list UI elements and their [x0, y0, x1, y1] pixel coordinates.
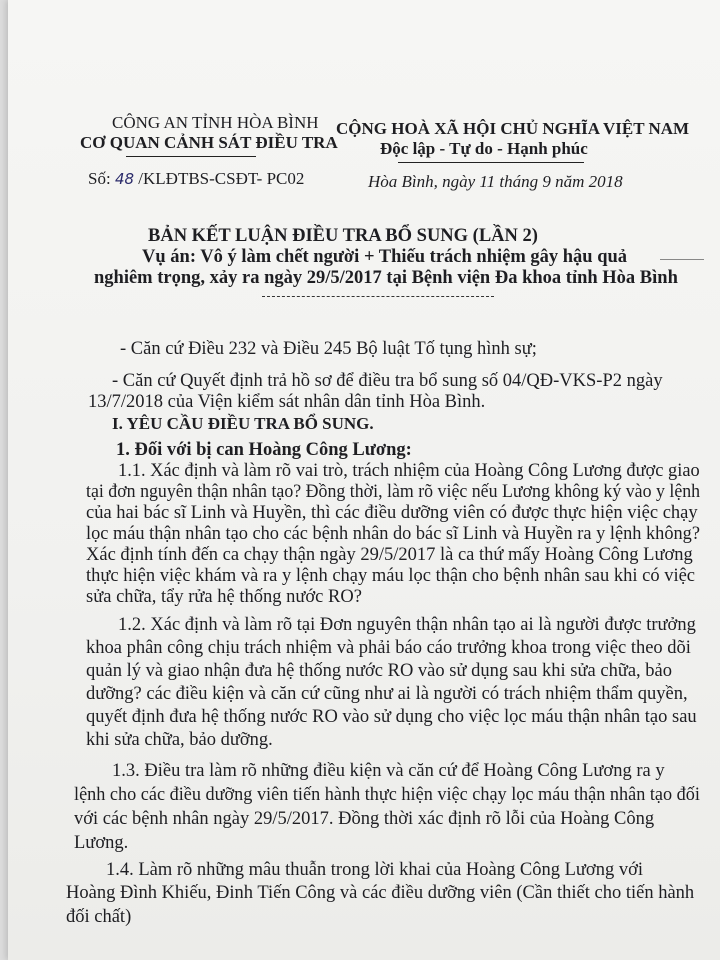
doc-number-prefix: Số: — [88, 169, 111, 188]
subsection-heading: 1. Đối với bị can Hoàng Công Lương: — [116, 440, 412, 460]
p1-2-line: khoa phân công chịu trách nhiệm và phải báo cáo trưởng khoa trong việc theo dõi — [86, 638, 691, 658]
nation-name: CỘNG HOÀ XÃ HỘI CHỦ NGHĨA VIỆT NAM — [336, 119, 690, 138]
p1-1-line: sửa chữa, tẩy rửa hệ thống nước RO? — [86, 587, 362, 607]
title-dashed-rule — [262, 296, 494, 297]
p1-3-line: với các bệnh nhân ngày 29/5/2017. Đồng thời xác định rõ lỗi của Hoàng Công — [74, 809, 655, 829]
agency-name: CÔNG AN TỈNH HÒA BÌNH — [112, 113, 319, 132]
p1-1-line: Xác định tính đến ca chạy thận ngày 29/5/2017 là ca thứ mấy Hoàng Công Lương — [86, 545, 693, 565]
p1-2-line: quản lý và giao nhận đưa hệ thống nước RO vào sử dụng sau khi sửa chữa, bảo — [86, 661, 673, 681]
margin-mark — [660, 259, 704, 260]
p1-4-line: Hoàng Đình Khiếu, Đinh Tiến Công và các điều dưỡng viên (Cần thiết cho tiến hành — [66, 883, 695, 903]
p1-3-line: 1.3. Điều tra làm rõ những điều kiện và căn cứ để Hoàng Công Lương ra y — [112, 761, 665, 781]
p1-2-line: dưỡng? các điều kiện và căn cứ cũng như ai là người có trách nhiệm thẩm quyền, — [86, 684, 688, 704]
p1-2-line: 1.2. Xác định và làm rõ tại Đơn nguyên thận nhân tạo ai là người được trưởng — [118, 615, 696, 635]
case-line-1: Vụ án: Vô ý làm chết người + Thiếu trách nhiệm gây hậu quả — [142, 247, 628, 267]
motto-underline — [398, 162, 584, 163]
p1-1-line: thực hiện việc khám và ra y lệnh chạy máu lọc thận cho bệnh nhân sau khi có việc — [86, 566, 696, 586]
p1-4-line: 1.4. Làm rõ những mâu thuẫn trong lời khai của Hoàng Công Lương với — [106, 860, 643, 880]
p1-2-line: quyết định đưa hệ thống nước RO vào sử dụng cho việc lọc máu thận nhân tạo sau — [86, 707, 697, 727]
place-date: Hòa Bình, ngày 11 tháng 9 năm 2018 — [368, 172, 623, 191]
doc-number-handwritten: 48 — [114, 170, 135, 188]
agency-department: CƠ QUAN CẢNH SÁT ĐIỀU TRA — [80, 133, 338, 152]
document-title: BẢN KẾT LUẬN ĐIỀU TRA BỔ SUNG (LẦN 2) — [148, 226, 538, 246]
p1-3-line: lệnh cho các điều dưỡng viên tiến hành thực hiện việc chạy lọc máu thận nhân tạo đối — [74, 785, 700, 805]
p1-1-line: 1.1. Xác định và làm rõ vai trò, trách nhiệm của Hoàng Công Lương được giao — [118, 461, 700, 481]
p1-2-line: khi sửa chữa, bảo dưỡng. — [86, 730, 273, 750]
legal-basis-2a: - Căn cứ Quyết định trả hồ sơ để điều tra bổ sung số 04/QĐ-VKS-P2 ngày — [112, 371, 663, 391]
document-page — [8, 0, 720, 960]
case-line-2: nghiêm trọng, xảy ra ngày 29/5/2017 tại Bệnh viện Đa khoa tỉnh Hòa Bình — [94, 268, 678, 288]
p1-4-line: đối chất) — [66, 907, 132, 927]
doc-number-suffix: /KLĐTBS-CSĐT- PC02 — [138, 169, 305, 188]
p1-3-line: Lương. — [74, 833, 129, 853]
document-number — [88, 169, 304, 189]
nation-motto: Độc lập - Tự do - Hạnh phúc — [380, 139, 588, 158]
p1-1-line: tại đơn nguyên thận nhân tạo? Đồng thời, làm rõ việc nếu Lương không ký vào y lệnh — [86, 482, 701, 502]
p1-1-line: của hai bác sĩ Linh và Huyền, thì các điều dưỡng viên có được thực hiện việc chạy — [86, 503, 698, 523]
p1-1-line: lọc máu thận nhân tạo cho các bệnh nhân do bác sĩ Linh và Huyền ra y lệnh không? — [86, 524, 700, 544]
agency-underline — [126, 156, 256, 157]
legal-basis-1: - Căn cứ Điều 232 và Điều 245 Bộ luật Tố tụng hình sự; — [120, 339, 537, 359]
section-heading: I. YÊU CẦU ĐIỀU TRA BỔ SUNG. — [112, 414, 374, 433]
legal-basis-2b: 13/7/2018 của Viện kiểm sát nhân dân tỉnh Hòa Bình. — [88, 392, 486, 412]
